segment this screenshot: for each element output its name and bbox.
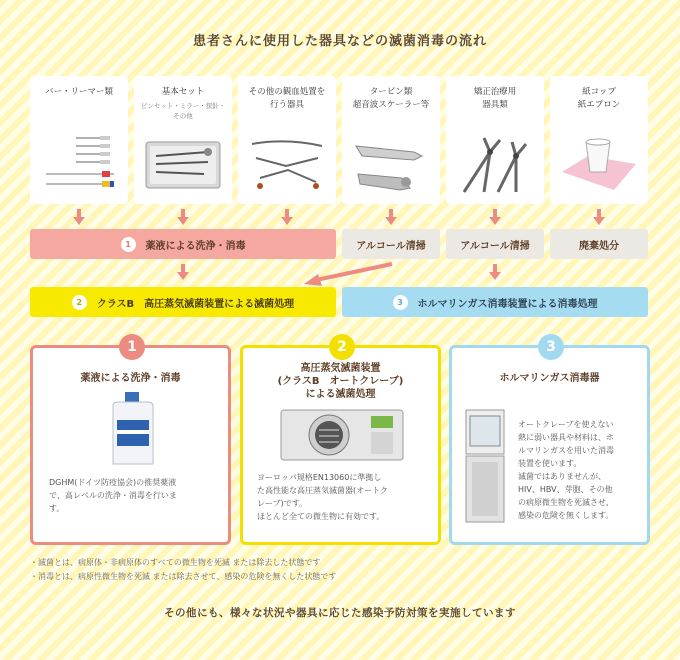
basic-set-image <box>142 134 224 196</box>
card-description: オートクレーブを使えない 熱に弱い器具や材料は、ホ ルマリンガスを用いた消毒 装置を使います。 滅菌ではありませんが、 HIV、HBV、芽胞、その他 の病原微生物を死滅させ、 感染の危険を無くします。 <box>518 420 614 520</box>
alcohol-clean-bar-a <box>342 229 440 259</box>
item-basic-set <box>134 76 232 204</box>
card-title: ホルマリンガス消毒器 <box>499 373 600 384</box>
footer-message: その他にも、様々な状況や器具に応じた感染予防対策を実施しています <box>164 607 516 619</box>
turbine-image <box>350 134 432 196</box>
alcohol-clean-label: アルコール清掃 <box>356 240 426 252</box>
item-label: その他の観血処置を 行う器具 <box>248 87 326 110</box>
alcohol-clean-bar-b <box>446 229 544 259</box>
arrow-down-icon <box>177 209 189 225</box>
card-title: 薬液による洗浄・消毒 <box>80 373 181 384</box>
item-label: 基本セット <box>161 87 205 97</box>
item-label: 紙コップ 紙エプロン <box>577 87 621 110</box>
card-number-badge: 3 <box>538 334 564 360</box>
dispose-label: 廃棄処分 <box>579 240 619 252</box>
arrow-diagonal-icon <box>300 262 400 288</box>
paper-cup-image <box>558 134 640 196</box>
item-surgical-instruments <box>238 76 336 204</box>
arrow-down-icon <box>489 209 501 225</box>
arrow-down-icon <box>281 209 293 225</box>
bur-reamer-image <box>38 134 120 196</box>
arrow-down-icon <box>385 209 397 225</box>
pliers-icon <box>454 134 536 196</box>
card-title: 高圧蒸気滅菌装置 (クラスB オートクレーブ) による滅菌処理 <box>277 363 404 400</box>
arrow-down-icon <box>177 264 189 280</box>
formalin-bar <box>342 287 648 317</box>
autoclave-label: クラスB 高圧蒸気滅菌装置による滅菌処理 <box>96 298 295 310</box>
arrow-down-icon <box>489 264 501 280</box>
card-number-badge: 1 <box>119 334 145 360</box>
wash-disinfect-label: 薬液による洗浄・消毒 <box>145 240 246 252</box>
formalin-device-image <box>462 406 508 524</box>
item-sublabel: ピンセット・ミラー・探針・ その他 <box>140 102 226 120</box>
item-orthodontic <box>446 76 544 204</box>
autoclave-machine-image <box>277 406 407 464</box>
item-label: 矯正治療用 器具類 <box>473 87 517 110</box>
dispose-bar <box>550 229 648 259</box>
card-formalin <box>449 339 650 545</box>
step-number-badge: 3 <box>393 295 408 310</box>
card-autoclave <box>240 339 441 545</box>
card-wash-disinfect <box>30 339 231 545</box>
note-sterilization: ・滅菌とは、病原体・非病原体のすべての微生物を死滅 または除去した状態です <box>30 558 321 567</box>
item-label: タービン類 超音波スケーラー等 <box>352 87 430 110</box>
arrow-down-icon <box>593 209 605 225</box>
card-description: ヨーロッパ規格EN13060に準拠し た高性能な高圧蒸気滅菌器(オートク レーブ)です。 ほとんど全ての微生物に有効です。 <box>257 473 388 521</box>
alcohol-clean-label: アルコール清掃 <box>460 240 530 252</box>
note-disinfection: ・消毒とは、病原性微生物を死滅 または除去させて、感染の危険を無くした状態です <box>30 572 337 581</box>
step-number-badge: 1 <box>121 237 136 252</box>
item-turbine-scaler <box>342 76 440 204</box>
page-title: 患者さんに使用した器具などの滅菌消毒の流れ <box>192 34 487 49</box>
formalin-label: ホルマリンガス消毒装置による消毒処理 <box>417 298 598 310</box>
item-label: バー・リーマー類 <box>44 87 113 97</box>
autoclave-bar <box>30 287 336 317</box>
card-number-badge: 2 <box>329 334 355 360</box>
surgical-instruments-image <box>246 134 328 196</box>
card-description: DGHM(ドイツ防疫協会)の推奨薬液 で、高レベルの洗浄・消毒を行いま す。 <box>49 478 177 513</box>
item-bur-reamer <box>30 76 128 204</box>
item-paper-cup-apron <box>550 76 648 204</box>
arrow-down-icon <box>73 209 85 225</box>
step-number-badge: 2 <box>72 295 87 310</box>
wash-disinfect-bar <box>30 229 336 259</box>
disinfectant-bottle-image <box>107 390 159 466</box>
